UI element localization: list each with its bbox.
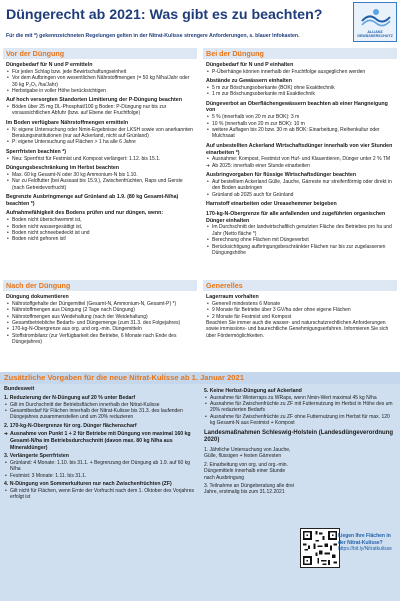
list-item: • 5 % (innerhalb von 20 m zur BOK): 3 m — [206, 114, 394, 120]
section-vor-duengung — [3, 48, 197, 243]
list-item: • N: eigene Untersuchung oder Nmin-Ergebnisse der LKSH sowie von anerkannten Beratungsinstitutionen (nur auf Ackerland, nicht auf Grünland) — [6, 127, 194, 140]
list-item: • P: eigene Untersuchung auf Flächen > 1 ha alle 6 Jahre — [6, 139, 194, 145]
block-title: Abstände zu Gewässern einhalten — [206, 78, 292, 85]
section-body — [3, 291, 197, 346]
list-item: • Böden über 25 mg DL-Phosphat/100 g Boden: P-Düngung nur bis zur voraussichtlichen Abfuhr (bzw. auf Ebene der Fruchtfolge) — [6, 104, 194, 117]
section-bei-duengung — [203, 48, 397, 256]
list-item: • Boden nicht gefroren ist! — [6, 236, 194, 242]
block-title: Düngung dokumentieren — [6, 294, 69, 300]
box-heading: Landesmaßnahmen Schleswig-Holstein (Landesdüngeverordnung 2020) — [204, 429, 394, 444]
list-item: • Max. 60 kg Gesamt-N oder 30 kg Ammonium-N bis 1.10. — [6, 172, 194, 178]
list-item: • Generell mindestens 6 Monate — [206, 301, 394, 307]
list-item: • Boden nicht wassergesättigt ist, — [6, 224, 194, 230]
block-title: Auf unbestellten Ackerland Wirtschaftsdünger innerhalb von vier Stunden einarbeiten *) — [206, 142, 393, 156]
water-drop-icon — [360, 7, 392, 27]
list-item: • Nährstoffmengen aus Düngung (2 Tage nach Düngung) — [6, 307, 194, 313]
list-item: • Grünland ab 2025 auch für Grünland — [206, 192, 394, 198]
block-text: Beachten Sie immer auch die wasser- und naturschutzrechtlichen Anforderungen sowie immissions- und baurechtliche Genehmigungserfahren. Informieren Sie sich über Fördermöglichkeiten. — [206, 319, 389, 339]
logo-text: ALLIANZ GEWÄSSERSCHUTZ — [357, 29, 393, 38]
list-item: ➔ Ab 2025: innerhalb einer Stunde einarbeiten — [206, 163, 394, 169]
section-heading: Nach der Düngung — [3, 280, 197, 291]
list-item: • P-Überhänge können innerhalb der Fruchtfolge ausgeglichen werden — [206, 69, 394, 75]
list-item: • Boden nicht schneebedeckt ist und — [6, 230, 194, 236]
box-item-title: 3. Verlängerte Sperrfristen — [4, 453, 69, 460]
section-heading: Generelles — [203, 280, 397, 291]
section-heading: Vor der Düngung — [3, 48, 197, 59]
list-item: • Festmist: 3 Monate: 1.11. bis 31.1. — [4, 473, 200, 479]
list-item: • Berechnung ohne Flächen mit Düngeverbot — [206, 237, 394, 243]
block-title: 170-kg-N-Obergrenze für alle anfallenden und zugeführten organischen Dünger einhalten — [206, 210, 386, 224]
section-body — [3, 59, 197, 243]
list-item: • Berücksichtigung aufbringungsbeschränkter Flächen nur bis zur zugelassenen Düngungshöhe — [206, 244, 394, 257]
list-item: • Gesamtbedarf für Flächen innerhalb der Nitrat-Kulisse bis 31.3. des laufenden Düngejahres zusammenstellen und um 20% reduzieren — [4, 408, 200, 421]
list-item: • Nährstoffgehalte der Düngemittel (Gesamt-N, Ammonium-N, Gesamt-P) *) — [6, 301, 194, 307]
block-title: Auf hoch versorgten Standorten Limitierung der P-Düngung beachten — [6, 97, 182, 104]
block-title: Aufnahmefähigkeit des Bodens prüfen und nur düngen, wenn: — [6, 210, 164, 217]
section-generelles — [203, 280, 397, 339]
section-nach-duengung — [3, 280, 197, 346]
list-item: • 1 m zur Böschungsoberkante mit Exakttechnik — [206, 91, 394, 97]
section-body — [203, 59, 397, 256]
numbered-item: 2. Einarbeitung von org. und org.-min. Düngemitteln innerhalb einer Stunde nach Ausbringung — [204, 461, 288, 481]
block-title: Lagerraum vorhalten — [206, 294, 259, 300]
box-item-title: 5. Keine Herbst-Düngung auf Ackerland — [204, 388, 302, 394]
block-title: Düngebedarf für N und P einhalten — [206, 62, 294, 68]
list-item: • Ausnahme für Zwischenfrüchte zu ZF ohne Futternutzung im Herbst für max. 120 kg Gesamt-N aus Festmist + Kompost — [204, 414, 396, 427]
qr-caption: Liegen Ihre Flächen in der Nitrat-Kulisse? https://bit.ly/Nitratkulisse — [338, 533, 398, 553]
list-item: • Gilt nicht für Flächen, wenn Ernte der Vorfrucht nach dem 1. Oktober des Vorjahres erfolgt ist — [4, 488, 200, 501]
list-item: • Gilt im Durchschnitt der Betriebsflächen innerhalb der Nitrat-Kulisse — [4, 402, 200, 408]
list-item: • Ausnahme für Winterraps zu WRaps, wenn Nmin-Wert maximal 45 kg N/ha — [204, 395, 396, 401]
list-item: • Auf bestelltem Ackerland Gülle, Jauche, Gärreste nur streifenförmig oder direkt in den Boden ausbringen — [206, 179, 394, 192]
list-item: • Vor dem Aufbringen von wesentlichen Nährstoffmengen (= 50 kg N/ha/Jahr oder 30 kg P₂O₅ /ha/Jahr) — [6, 75, 194, 88]
list-item: • Ausnahme: Kompost, Festmist von Huf- und Klauentieren, Dünger unter 2 % TM — [206, 156, 394, 162]
list-item: • Im Durchschnitt der landwirtschaftlich genutzten Fläche des Betriebes pro ha und Jahr (Netto fläche *) — [206, 224, 394, 237]
block-title: Im Boden verfügbare Nährstoffmengen ermitteln — [6, 119, 129, 126]
box-item-title: 4. N-Düngung von Sommerkulturen nur nach Zwischenfrüchten (ZF) — [4, 481, 172, 488]
list-item: • Grünland: 4 Monate: 1.10. bis 31.1. + Begrenzung der Düngung ab 1.9. auf 60 kg N/ha — [4, 460, 200, 473]
list-item: • 10 % (innerhalb von 20 m zur BOK): 10 m — [206, 121, 394, 127]
list-item: • Nur zu Feldfutter (bei Aussaat bis 15.9.), Zwischenfrüchten, Raps und Gerste (nach Getreidevorfrucht) — [6, 178, 194, 191]
box-heading: Bundesweit — [4, 386, 35, 392]
list-item: • Nährstoffmengen aus Weidehaltung (nach der Weidehaltung) — [6, 314, 194, 320]
nitrat-box-title: Zusätzliche Vorgaben für die neue Nitrat-Kulisse ab 1. Januar 2021 — [0, 372, 400, 384]
list-item: • Gesamtbetriebliche Bedarfs- und Düngemenge (zum 31.3. des Folgejahres) — [6, 320, 194, 326]
page-title: Düngerecht ab 2021: Was gibt es zu beachten? — [6, 7, 323, 23]
list-item: • 5 m zur Böschungsoberkante (BOK) ohne Exakttechnik — [206, 85, 394, 91]
list-item: • weitere Auflagen bis 20 bzw. 30 m ab BOK: Einarbeitung, Reihenkultur oder Mulchsaat — [206, 127, 394, 140]
numbered-item: 1. Jährliche Untersuchung von Jauche, Gülle, flüssigen + festen Gärresten — [204, 446, 291, 460]
block-title: Ausbringvorgaben für flüssige Wirtschaftsdünger beachten — [206, 172, 357, 179]
block-title: Harnstoff einarbeiten oder Ureasehemmer beigeben — [206, 201, 337, 208]
nitrat-right-column — [204, 386, 396, 496]
box-item-title: 1. Reduzierung der N-Düngung auf 20 % unter Bedarf — [4, 394, 136, 401]
page-subtitle: Für die mit *) gekennzeichneten Regelungen gelten in der Nitrat-Kulisse strengere Anforderungen, s. blauer Infokasten. — [6, 33, 300, 39]
block-title: Begrenzte Ausbringmenge auf Grünland ab 1.9. (80 kg Gesamt-N/ha) beachten *) — [6, 193, 179, 207]
list-item: • 170-kg-N-Obergrenze aus org. und org.-min. Düngemitteln — [6, 326, 194, 332]
block-title: Sperrfristen beachten *) — [6, 148, 67, 155]
section-heading: Bei der Düngung — [203, 48, 397, 59]
list-item: • 9 Monate für Betriebe über 3 GV/ha oder ohne eigene Flächen — [206, 307, 394, 313]
list-item: • Für jeden Schlag bzw. jede Bewirtschaftungseinheit — [6, 69, 194, 75]
nitrat-left-column — [4, 386, 200, 501]
list-item: • Herbstgabe in voller Höhe berücksichtigen — [6, 88, 194, 94]
list-item: • Stoffstrombilanz (zur Verfügbarkeit des Betriebe, 6 Monate nach Ende des Düngejahres) — [6, 333, 194, 346]
list-item: • 2 Monate für Festmist und Kompost — [206, 314, 394, 320]
list-item: • Boden nicht überschwemmt ist, — [6, 217, 194, 223]
section-body — [203, 291, 397, 339]
box-note: ➔ Ausnahme von Punkt 1 + 2 für Betriebe mit Düngung von maximal 160 kg Gesamt-N/ha im Betriebsdurchschnitt (davon max. 80 kg N/ha aus Mineraldünger) — [4, 431, 200, 451]
qr-link[interactable]: https://bit.ly/Nitratkulisse — [338, 546, 392, 552]
list-item: • Ausnahme für Zwischenfrüchte zu ZF mit Futternutzung im Herbst in Höhe des um 20% reduzierten Bedarfs — [204, 401, 396, 414]
page-header — [0, 0, 400, 46]
qr-code-icon[interactable] — [300, 528, 340, 568]
allianz-logo — [353, 2, 397, 42]
nitrat-kulisse-box — [0, 372, 400, 601]
box-item-title: 2. 170-kg-N-Obergrenze für org. Dünger flächenscharf — [4, 422, 137, 429]
list-item: • Neu: Sperrfrist für Festmist und Kompost verlängert: 1.12. bis 15.1. — [6, 156, 194, 162]
block-title: Düngungsbeschränkung im Herbst beachten — [6, 164, 120, 171]
block-title: Düngebedarf für N und P ermitteln — [6, 62, 93, 68]
block-title: Düngeverbot an Oberflächengewässern beachten ab einer Hangneigung von — [206, 100, 388, 114]
numbered-item: 3. Teilnahme an Düngeberatung alle drei Jahre, erstmalig bis zum 31.12.2021 — [204, 482, 294, 496]
